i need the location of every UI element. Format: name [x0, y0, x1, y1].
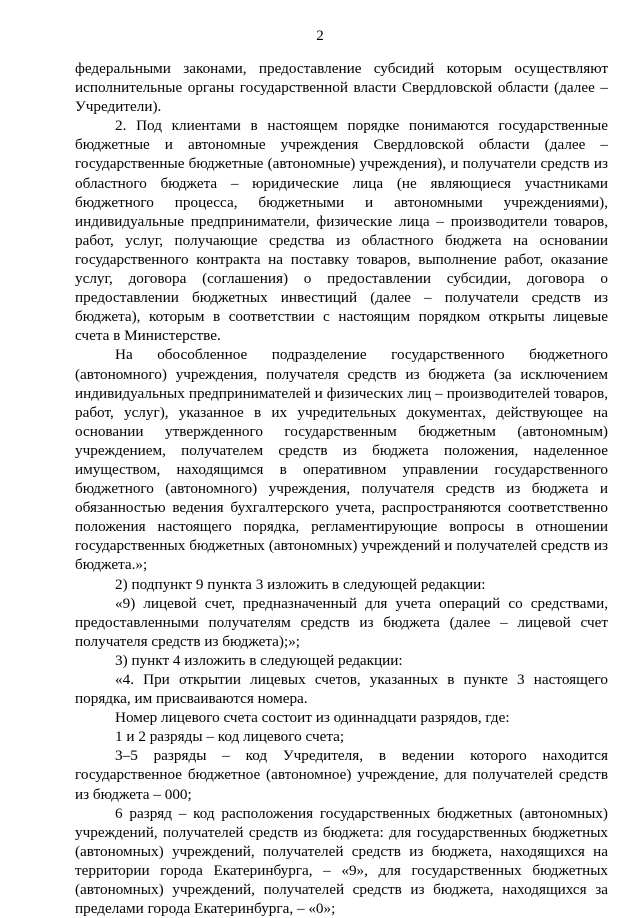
paragraph: «9) лицевой счет, предназначенный для учета операций со средствами, предоставленными получателям средств из бюджета (далее – лицевой счет получателя средств из бюджета);»;: [75, 594, 608, 650]
paragraph: федеральными законами, предоставление субсидий которым осуществляют исполнительные органы государственной власти Свердловской области (далее – Учредители).: [75, 60, 608, 116]
paragraph: 3) пункт 4 изложить в следующей редакции:: [115, 651, 403, 669]
paragraph: На обособленное подразделение государственного бюджетного (автономного) учреждения, получателя средств из бюджета (за исключением индивидуальных предпринимателей и физических лиц – производителей товаров, работ, услуг), указанное в их учредительных документах, действующее на основании утвержденного государственным бюджетным (автономным) учреждением, получателем средств из бюджета положения, наделенное имуществом, находящимся в оперативном управлении государственного бюджетного (автономного) учреждения, получателя средств из бюджета и обязанностью ведения бухгалтерского учета, распространяются соответственно положения настоящего порядка, регламентирующие вопросы в отношении государственных бюджетных (автономных) учреждений и получателей средств из бюджета.»;: [75, 346, 608, 574]
paragraph: Номер лицевого счета состоит из одиннадцати разрядов, где:: [115, 709, 510, 727]
document-body: [75, 59, 608, 918]
paragraph: 3–5 разряды – код Учредителя, в ведении которого находится государственное бюджетное (автономное) учреждение, для получателей средств из бюджета – 000;: [75, 747, 608, 803]
paragraph: 1 и 2 разряды – код лицевого счета;: [115, 728, 345, 746]
page-number: 2: [316, 28, 324, 44]
paragraph: 2. Под клиентами в настоящем порядке понимаются государственные бюджетные и автономные учреждения Свердловской области (далее – государственные бюджетные (автономные) учреждения), и получатели средств из областного бюджета – юридические лица (не являющиеся участниками бюджетного процесса, бюджетными и автономными учреждениями), индивидуальные предприниматели, физические лица – производители товаров, работ, услуг, получающие средства из областного бюджета на основании государственного контракта на поставку товаров, выполнение работ, оказание услуг, договора (соглашения) о предоставлении субсидии, договора о предоставлении бюджетных инвестиций (далее – получатели средств из бюджета), которым в соответствии с настоящим порядком открыты лицевые счета в Министерстве.: [75, 117, 608, 345]
paragraph: 6 разряд – код расположения государственных бюджетных (автономных) учреждений, получателей средств из бюджета: для государственных бюджетных (автономных) учреждений, получателей средств из бюджета, находящихся на территории города Екатеринбурга, – «9», для государственных бюджетных (автономных) учреждений, получателей средств из бюджета, находящихся за пределами города Екатеринбурга, – «0»;: [75, 804, 608, 918]
paragraph: «4. При открытии лицевых счетов, указанных в пункте 3 настоящего порядка, им присваиваются номера.: [75, 671, 608, 708]
paragraph: 2) подпункт 9 пункта 3 изложить в следующей редакции:: [115, 575, 486, 593]
